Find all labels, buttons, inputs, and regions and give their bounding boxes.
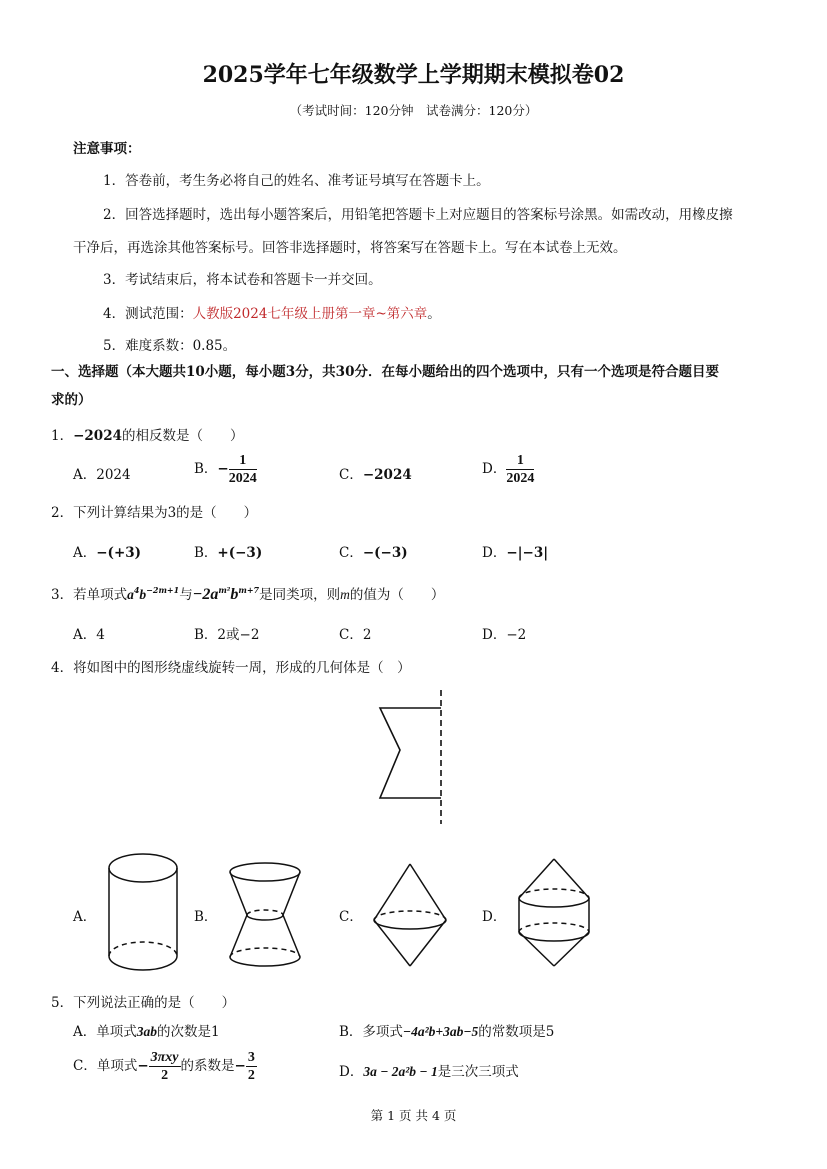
q3-mono1-exp2: −2m+1	[146, 585, 180, 595]
notice-item-4-suffix: 。	[427, 306, 441, 322]
q1-b-den: 2024	[228, 471, 257, 486]
q2-option-a	[73, 541, 141, 561]
plane-shape-outline	[380, 708, 441, 798]
q2-b-label: B．	[194, 545, 218, 561]
test-range: 人教版2024七年级上册第一章~第六章	[192, 306, 428, 322]
q3-option-a: A．4	[73, 627, 105, 643]
q1-option-d	[482, 452, 534, 487]
question-4-stem: 4．将如图中的图形绕虚线旋转一周，形成的几何体是（ ）	[51, 660, 411, 676]
q1-expression: −2024	[73, 428, 122, 444]
notice-item-3: 3．考试结束后，将本试卷和答题卡一并交回。	[103, 272, 382, 288]
q4-option-c-label: C．	[339, 909, 363, 925]
question-1-stem	[51, 424, 243, 444]
q5-b-post: 的常数项是5	[478, 1024, 555, 1040]
q5-option-b	[339, 1020, 554, 1040]
q5-c-den: 2	[161, 1068, 169, 1083]
q5-b-expr: −4a²b+3ab−5	[402, 1024, 479, 1039]
question-3-stem	[51, 583, 444, 604]
q1-b-label: B．	[194, 461, 218, 477]
section1-heading-line1: 一、选择题（本大题共10小题，每小题3分，共30分．在每小题给出的四个选项中，只有一个选项是符合题目要	[51, 364, 719, 380]
q1-d-den: 2024	[506, 471, 535, 486]
q4-option-b-hourglass	[225, 860, 305, 972]
q1-d-num: 1	[506, 452, 534, 470]
notice-item-4-prefix: 4．测试范围：	[103, 306, 193, 322]
q2-option-d	[482, 541, 548, 561]
q2-option-b	[194, 541, 262, 561]
q1-d-label: D．	[482, 461, 507, 477]
q3-mono2-exp2: m+7	[238, 585, 260, 595]
q3-suffix-b: 的值为（ ）	[349, 587, 445, 603]
q4-option-c-double-cone	[370, 862, 450, 968]
q1-b-fraction	[229, 452, 257, 487]
q3-mono2-b: b	[230, 586, 239, 603]
q2-c-label: C．	[339, 545, 363, 561]
page-number: 第 1 页 共 4 页	[370, 1108, 457, 1123]
q3-variable-m: m	[340, 587, 350, 602]
notice-item-4	[103, 302, 441, 322]
notice-item-2-line2: 干净后，再选涂其他答案标号。回答非选择题时，将答案写在答题卡上。写在本试卷上无效。	[73, 240, 627, 256]
q5-a-post: 的次数是1	[157, 1024, 220, 1040]
q5-d-pre: D．	[339, 1064, 364, 1080]
q5-option-a	[73, 1020, 220, 1040]
q3-option-c: C．2	[339, 627, 372, 643]
q5-c-num: 3πxy	[150, 1050, 179, 1065]
q1-d-fraction	[506, 452, 534, 487]
q5-d-post: 是三次三项式	[437, 1064, 519, 1080]
q5-c-mid: 的系数是	[180, 1058, 235, 1074]
notice-heading: 注意事项：	[73, 141, 141, 157]
q5-option-d	[339, 1060, 519, 1080]
q5-c-fraction	[149, 1049, 181, 1084]
q1-option-c	[339, 463, 412, 483]
q3-mono2-exp1: m²	[218, 585, 231, 595]
q3-option-d: D．−2	[482, 627, 527, 643]
page-title: 2025学年七年级数学上学期期末模拟卷02	[202, 62, 625, 88]
q3-suffix-a: 是同类项，则	[259, 587, 341, 603]
q5-c-fraction2	[246, 1049, 257, 1084]
q5-c-pre: C．单项式	[73, 1058, 138, 1074]
q2-d-expr: −|−3|	[506, 545, 549, 561]
q1-number: 1．	[51, 428, 74, 444]
q2-option-c	[339, 541, 408, 561]
q5-c-sign2: −	[234, 1058, 246, 1074]
q3-option-b: B．2或−2	[194, 627, 260, 643]
question-5-stem: 5．下列说法正确的是（ ）	[51, 995, 236, 1011]
q3-mono1-b: b	[139, 587, 147, 602]
q1-option-a: A．2024	[73, 467, 131, 483]
notice-item-1: 1．答卷前，考生务必将自己的姓名、准考证号填写在答题卡上。	[103, 173, 490, 189]
q1-option-b	[194, 452, 257, 487]
q3-mono1-a: a	[127, 587, 134, 602]
q5-c-den2: 2	[247, 1068, 255, 1083]
q1-b-sign: −	[217, 461, 229, 477]
q5-b-pre: B．多项式	[339, 1024, 403, 1040]
q3-mono1-exp1: 4	[133, 585, 140, 595]
q2-a-expr: −(+3)	[96, 545, 142, 561]
q5-c-sign: −	[137, 1058, 149, 1074]
q4-option-a-cylinder	[105, 850, 185, 976]
q5-option-c	[73, 1049, 257, 1084]
notice-item-2-line1: 2．回答选择题时，选出每小题答案后，用铅笔把答题卡上对应题目的答案标号涂黑。如需改动，用橡皮擦	[103, 207, 733, 223]
q5-d-expr: 3a − 2a²b − 1	[363, 1064, 438, 1079]
q3-prefix: 3．若单项式	[51, 587, 128, 603]
exam-info: （考试时间：120分钟 试卷满分：120分）	[289, 103, 538, 118]
q5-a-expr: 3ab	[136, 1024, 157, 1039]
q4-option-b-label: B．	[194, 909, 218, 925]
q4-option-d-cone-cylinder-cone	[514, 856, 594, 970]
rotation-figure	[370, 690, 460, 830]
q3-mono2-coef: −2a	[192, 586, 219, 603]
q1-c-expr: −2024	[362, 467, 412, 483]
question-2-stem: 2．下列计算结果为3的是（ ）	[51, 505, 258, 521]
q3-middle: 与	[179, 587, 193, 603]
notice-item-5: 5．难度系数：0.85。	[103, 338, 237, 354]
q4-option-a-label: A．	[73, 909, 97, 925]
q4-option-d-label: D．	[482, 909, 507, 925]
q2-d-label: D．	[482, 545, 507, 561]
q2-b-expr: +(−3)	[217, 545, 263, 561]
q2-a-label: A．	[73, 545, 97, 561]
section1-heading-line2: 求的）	[51, 392, 92, 408]
q5-c-num2: 3	[247, 1050, 255, 1065]
q1-text: 的相反数是（ ）	[121, 428, 244, 444]
q1-c-label: C．	[339, 467, 363, 483]
q5-a-pre: A．单项式	[73, 1024, 137, 1040]
q1-b-num: 1	[229, 452, 257, 470]
q2-c-expr: −(−3)	[362, 545, 408, 561]
